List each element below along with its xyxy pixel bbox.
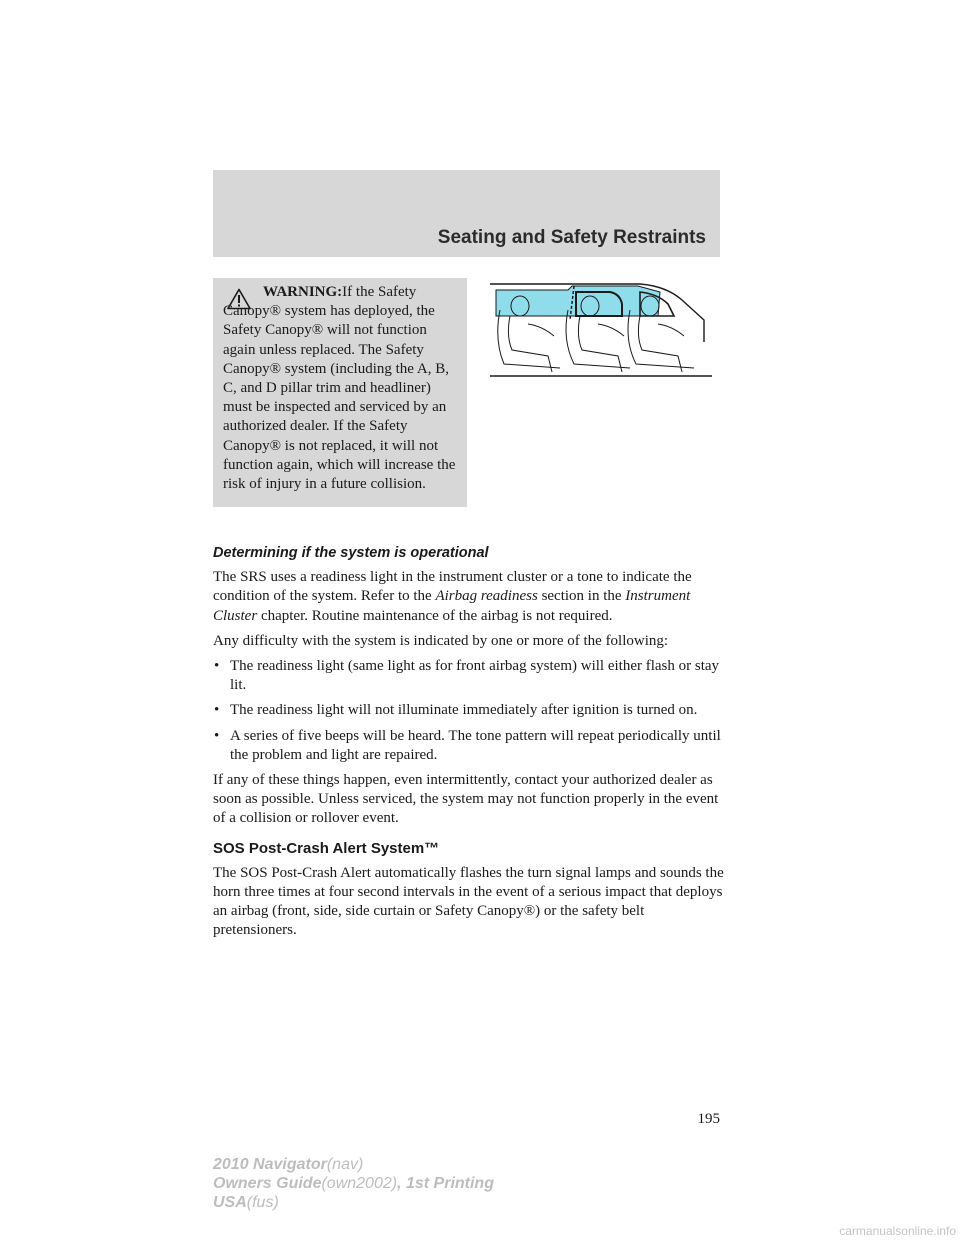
section-header bbox=[213, 170, 720, 257]
footer-text: 2010 Navigator bbox=[213, 1156, 327, 1173]
warning-box bbox=[213, 278, 467, 507]
ref-instrument-cluster: Instrument Cluster bbox=[213, 588, 691, 624]
main-content bbox=[213, 544, 725, 947]
list-item: • A series of five beeps will be heard. The tone pattern will repeat periodically until the problem and light are repaired. bbox=[213, 727, 725, 765]
heading-sos: SOS Post-Crash Alert System™ bbox=[213, 839, 440, 857]
footer-text: Owners Guide bbox=[213, 1175, 322, 1192]
symptom-list bbox=[213, 657, 725, 765]
ref-airbag-readiness: Airbag readiness bbox=[435, 588, 538, 605]
footer-line-3 bbox=[213, 1193, 494, 1212]
footer-line-2 bbox=[213, 1174, 494, 1193]
subheading-operational: Determining if the system is operational bbox=[213, 545, 489, 561]
text-span: chapter. Routine maintenance of the airbag is not required. bbox=[257, 607, 613, 624]
footer-text: USA bbox=[213, 1194, 247, 1211]
warning-body: If the Safety Canopy® system has deployed, the Safety Canopy® will not function again unless replaced. The Safety Canopy® system (including the A, B, C, and D pillar trim and headliner) must be inspected and serviced by an authorized dealer. If the Safety Canopy® is not replaced, it will not function again, which will increase the risk of injury in a future collision. bbox=[223, 284, 456, 493]
paragraph-readiness bbox=[213, 568, 725, 626]
safety-canopy-illustration bbox=[490, 280, 720, 380]
warning-text bbox=[223, 283, 463, 494]
footer-text: , 1st Printing bbox=[397, 1175, 494, 1192]
footer-line-1 bbox=[213, 1155, 494, 1174]
footer-text: (nav) bbox=[326, 1156, 364, 1173]
paragraph-contact-dealer: If any of these things happen, even intermittently, contact your authorized dealer as soon as possible. Unless serviced, the system may not function properly in the event of a collision or rollover event. bbox=[213, 772, 719, 827]
paragraph-sos: The SOS Post-Crash Alert automatically flashes the turn signal lamps and sounds the horn three times at four second intervals in the event of a serious impact that deploys an airbag (front, side, side curtain or Safety Canopy®) or the safety belt pretensioners. bbox=[213, 864, 724, 939]
list-item: • The readiness light (same light as for front airbag system) will either flash or stay lit. bbox=[213, 657, 725, 695]
warning-label: WARNING: bbox=[263, 284, 343, 300]
section-title: Seating and Safety Restraints bbox=[437, 227, 706, 248]
list-item: • The readiness light will not illuminate immediately after ignition is turned on. bbox=[213, 701, 725, 720]
footer-text: (own2002) bbox=[321, 1175, 398, 1192]
footer-text: (fus) bbox=[246, 1194, 279, 1211]
text-span: The SRS uses a readiness light in the instrument cluster or a tone to indicate the condition of the system. Refer to the bbox=[213, 569, 692, 605]
footer bbox=[213, 1155, 494, 1212]
page-number: 195 bbox=[697, 1111, 720, 1127]
watermark: carmanualsonline.info bbox=[839, 1224, 956, 1238]
text-span: section in the bbox=[537, 588, 626, 605]
paragraph-difficulty: Any difficulty with the system is indicated by one or more of the following: bbox=[213, 632, 669, 649]
